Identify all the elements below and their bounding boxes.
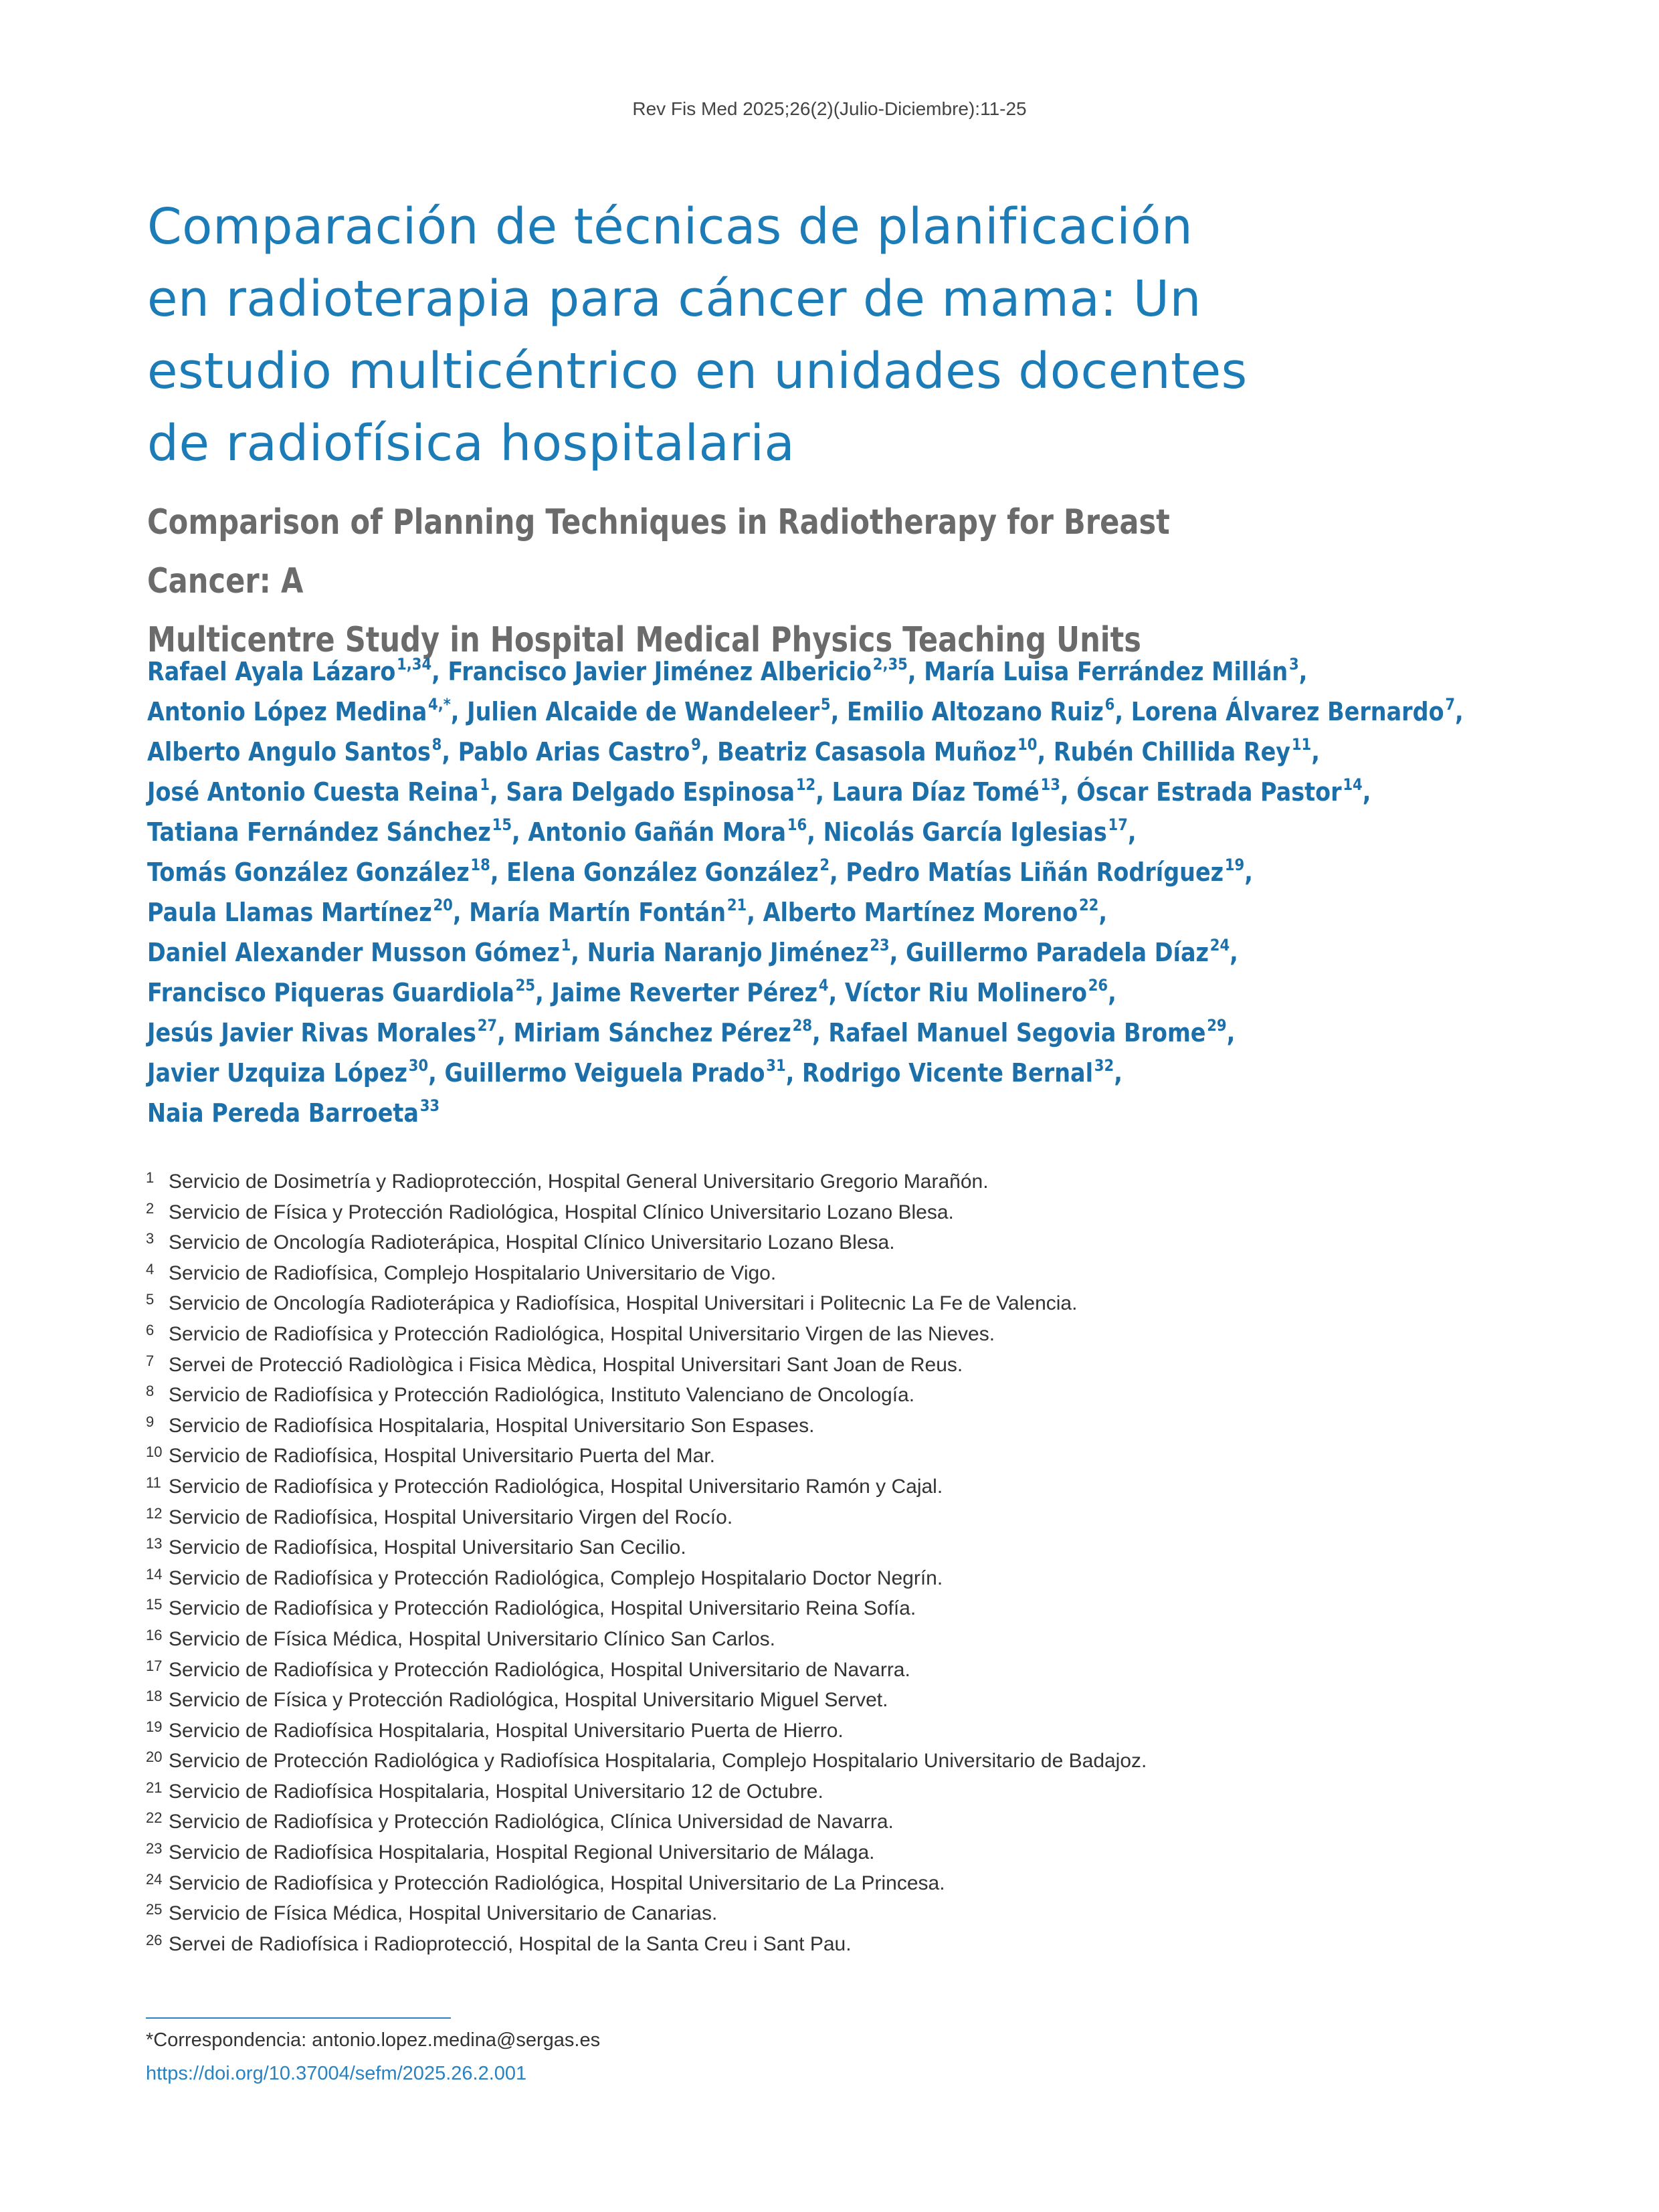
author-line <box>147 1013 1360 1053</box>
author-name: Laura Díaz Tomé <box>832 777 1040 807</box>
author-line <box>147 812 1360 852</box>
affiliation-number: 14 <box>146 1565 163 1583</box>
author-separator: , <box>1127 817 1137 847</box>
affiliation-text: Servicio de Radiofísica y Protección Radiológica, Hospital Universitario de Navarra. <box>169 1658 910 1681</box>
author-name: Antonio López Medina <box>147 697 427 726</box>
affiliation-list <box>146 1167 1524 1959</box>
author-affiliation-marker: 1 <box>480 775 490 794</box>
affiliation-item <box>146 1777 1524 1807</box>
affiliation-text: Servicio de Física Médica, Hospital Universitario de Canarias. <box>169 1902 718 1925</box>
affiliation-item <box>146 1197 1524 1228</box>
affiliation-item <box>146 1258 1524 1289</box>
author-name: Sara Delgado Espinosa <box>506 777 795 807</box>
author-affiliation-marker: 31 <box>766 1056 786 1075</box>
author-affiliation-marker: 24 <box>1209 936 1230 954</box>
affiliation-text: Servicio de Física y Protección Radiológica, Hospital Universitario Miguel Servet. <box>169 1689 888 1712</box>
author-separator: , <box>1098 898 1108 927</box>
author-line <box>147 892 1360 932</box>
author-separator: , <box>828 978 845 1007</box>
author-name: Elena González González <box>506 858 819 887</box>
author-separator: , <box>490 858 507 887</box>
affiliation-text: Servicio de Oncología Radioterápica, Hospital Clínico Universitario Lozano Blesa. <box>169 1231 895 1254</box>
affiliation-text: Servicio de Física Médica, Hospital Universitario Clínico San Carlos. <box>169 1627 776 1650</box>
author-affiliation-marker: 10 <box>1017 735 1038 754</box>
affiliation-item <box>146 1472 1524 1502</box>
author-affiliation-marker: 15 <box>492 815 512 834</box>
author-name: Miriam Sánchez Pérez <box>513 1018 791 1047</box>
journal-reference: Rev Fis Med 2025;26(2)(Julio-Diciembre):11-25 <box>632 98 1027 119</box>
affiliation-number: 3 <box>146 1230 155 1247</box>
affiliation-number: 11 <box>146 1474 161 1491</box>
affiliation-text: Servicio de Radiofísica, Hospital Universitario Puerta del Mar. <box>169 1445 716 1468</box>
affiliation-item <box>146 1898 1524 1929</box>
author-affiliation-marker: 1 <box>561 936 571 954</box>
author-name: Francisco Piqueras Guardiola <box>147 978 514 1007</box>
affiliation-item <box>146 1837 1524 1868</box>
affiliation-text: Servicio de Radiofísica y Protección Radiológica, Hospital Universitario Virgen de las Nieves. <box>169 1322 995 1345</box>
author-separator: , <box>1060 777 1077 807</box>
author-name: Julien Alcaide de Wandeleer <box>467 697 820 726</box>
author-name: Nuria Naranjo Jiménez <box>587 938 869 967</box>
author-line <box>147 772 1371 812</box>
author-affiliation-marker: 12 <box>795 775 816 794</box>
author-line <box>147 692 1464 732</box>
affiliation-item <box>146 1288 1524 1319</box>
author-name: Jesús Javier Rivas Morales <box>147 1018 476 1047</box>
author-affiliation-marker: 32 <box>1094 1056 1114 1075</box>
author-separator: , <box>1298 657 1308 686</box>
affiliation-text: Servicio de Dosimetría y Radioprotección, Hospital General Universitario Gregorio Marañón. <box>169 1171 989 1193</box>
author-separator: , <box>907 657 924 686</box>
author-affiliation-marker: 2 <box>819 856 830 874</box>
author-affiliation-marker: 11 <box>1291 735 1312 754</box>
affiliation-item <box>146 1593 1524 1624</box>
author-line <box>147 651 1360 692</box>
author-line <box>147 973 1360 1013</box>
author-separator: , <box>830 858 846 887</box>
author-affiliation-marker: 27 <box>477 1016 498 1035</box>
author-separator: , <box>535 978 552 1007</box>
author-name: Rodrigo Vicente Bernal <box>802 1058 1094 1088</box>
author-separator: , <box>1108 978 1116 1007</box>
author-affiliation-marker: 3 <box>1288 655 1299 674</box>
title-spanish <box>147 191 1539 480</box>
author-separator: , <box>1311 737 1320 767</box>
author-separator: , <box>431 657 448 686</box>
affiliation-item <box>146 1807 1524 1837</box>
affiliation-text: Servicio de Oncología Radioterápica y Radiofísica, Hospital Universitari i Politecnic La Fe de Valencia. <box>169 1292 1078 1315</box>
author-separator: , <box>497 1018 514 1047</box>
author-name: Nicolás García Iglesias <box>823 817 1107 847</box>
affiliation-item <box>146 1350 1524 1381</box>
affiliation-number: 18 <box>146 1688 163 1705</box>
author-separator: , <box>1455 697 1464 726</box>
author-affiliation-marker: 8 <box>431 735 442 754</box>
author-affiliation-marker: 30 <box>408 1056 429 1075</box>
affiliation-item <box>146 1868 1524 1899</box>
author-list <box>147 651 1464 1133</box>
affiliation-number: 9 <box>146 1413 155 1430</box>
author-affiliation-marker: 20 <box>433 896 453 914</box>
author-affiliation-marker: 4 <box>818 976 829 995</box>
author-name: Alberto Angulo Santos <box>147 737 431 767</box>
author-name: Javier Uzquiza López <box>147 1058 407 1088</box>
author-affiliation-marker: 6 <box>1104 695 1115 714</box>
author-separator: , <box>428 1058 445 1088</box>
author-separator: , <box>700 737 718 767</box>
author-line <box>147 932 1360 973</box>
author-name: Rafael Manuel Segovia Brome <box>828 1018 1206 1047</box>
affiliation-number: 13 <box>146 1535 163 1552</box>
affiliation-item <box>146 1563 1524 1594</box>
affiliation-item <box>146 1319 1524 1350</box>
author-separator: , <box>830 697 847 726</box>
affiliation-number: 12 <box>146 1504 163 1522</box>
affiliation-item <box>146 1502 1524 1533</box>
author-name: Lorena Álvarez Bernardo <box>1131 697 1444 726</box>
affiliation-text: Servicio de Radiofísica, Complejo Hospitalario Universitario de Vigo. <box>169 1262 777 1284</box>
affiliation-text: Servicio de Radiofísica Hospitalaria, Hospital Universitario Puerta de Hierro. <box>169 1719 844 1742</box>
author-name: Tatiana Fernández Sánchez <box>147 817 491 847</box>
author-affiliation-marker: 23 <box>870 936 890 954</box>
affiliation-text: Servicio de Física y Protección Radiológica, Hospital Clínico Universitario Lozano Blesa. <box>169 1201 954 1223</box>
affiliation-text: Servicio de Radiofísica y Protección Radiológica, Hospital Universitario Ramón y Cajal. <box>169 1475 943 1498</box>
affiliation-item <box>146 1441 1524 1472</box>
author-affiliation-marker: 22 <box>1078 896 1099 914</box>
affiliation-text: Servicio de Radiofísica y Protección Radiológica, Complejo Hospitalario Doctor Negrín. <box>169 1567 943 1589</box>
author-name: Alberto Martínez Moreno <box>763 898 1078 927</box>
affiliation-text: Servicio de Protección Radiológica y Radiofísica Hospitalaria, Complejo Hospitalario Universitario de Badajoz. <box>169 1750 1147 1773</box>
author-separator: , <box>1114 697 1131 726</box>
author-separator: , <box>812 1018 829 1047</box>
author-separator: , <box>1114 1058 1123 1088</box>
author-name: María Martín Fontán <box>469 898 726 927</box>
affiliation-number: 6 <box>146 1321 155 1338</box>
author-affiliation-marker: 14 <box>1343 775 1363 794</box>
author-name: María Luisa Ferrández Millán <box>924 657 1288 686</box>
doi-link[interactable]: https://doi.org/10.37004/sefm/2025.26.2.001 <box>146 2063 527 2084</box>
affiliation-number: 17 <box>146 1657 163 1674</box>
affiliation-item <box>146 1685 1524 1716</box>
affiliation-number: 2 <box>146 1199 155 1217</box>
affiliation-number: 21 <box>146 1779 163 1796</box>
author-line <box>147 1093 1360 1133</box>
author-name: Pablo Arias Castro <box>458 737 690 767</box>
affiliation-number: 8 <box>146 1383 155 1400</box>
author-name: Emilio Altozano Ruiz <box>846 697 1104 726</box>
author-name: Víctor Riu Molinero <box>844 978 1087 1007</box>
affiliation-text: Servicio de Radiofísica y Protección Radiológica, Instituto Valenciano de Oncología. <box>169 1384 915 1407</box>
author-separator: , <box>889 938 906 967</box>
affiliation-number: 19 <box>146 1718 163 1735</box>
author-affiliation-marker: 16 <box>787 815 807 834</box>
affiliation-item <box>146 1167 1524 1197</box>
title-es-line: estudio multicéntrico en unidades docentes <box>147 342 1248 400</box>
author-affiliation-marker: 28 <box>792 1016 813 1035</box>
author-separator: , <box>785 1058 802 1088</box>
affiliation-item <box>146 1655 1524 1686</box>
author-name: Jaime Reverter Pérez <box>551 978 818 1007</box>
author-affiliation-marker: 17 <box>1108 815 1128 834</box>
affiliation-number: 1 <box>146 1169 155 1186</box>
author-separator: , <box>450 697 468 726</box>
author-separator: , <box>815 777 832 807</box>
author-separator: , <box>571 938 587 967</box>
author-name: Paula Llamas Martínez <box>147 898 432 927</box>
author-name: Naia Pereda Barroeta <box>147 1098 419 1128</box>
affiliation-text: Servicio de Radiofísica y Protección Radiológica, Hospital Universitario Reina Sofía. <box>169 1597 916 1620</box>
author-name: Pedro Matías Liñán Rodríguez <box>846 858 1224 887</box>
author-line <box>147 732 1360 772</box>
affiliation-item <box>146 1411 1524 1441</box>
affiliation-number: 15 <box>146 1596 163 1613</box>
affiliation-number: 4 <box>146 1260 155 1278</box>
author-affiliation-marker: 25 <box>515 976 536 995</box>
affiliation-item <box>146 1716 1524 1746</box>
affiliation-text: Servicio de Radiofísica, Hospital Universitario Virgen del Rocío. <box>169 1506 733 1528</box>
author-name: Guillermo Veiguela Prado <box>444 1058 765 1088</box>
author-name: Rafael Ayala Lázaro <box>147 657 396 686</box>
author-separator: , <box>1362 777 1371 807</box>
affiliation-number: 10 <box>146 1443 163 1461</box>
author-affiliation-marker: 29 <box>1207 1016 1227 1035</box>
author-name: Beatriz Casasola Muñoz <box>717 737 1017 767</box>
author-affiliation-marker: 7 <box>1445 695 1456 714</box>
author-affiliation-marker: 13 <box>1040 775 1060 794</box>
author-line <box>147 852 1360 892</box>
affiliation-text: Servei de Protecció Radiològica i Fisica Mèdica, Hospital Universitari Sant Joan de Reus. <box>169 1353 963 1376</box>
author-separator: , <box>1226 1018 1236 1047</box>
affiliation-item <box>146 1624 1524 1655</box>
author-affiliation-marker: 2,35 <box>872 655 908 674</box>
author-separator: , <box>452 898 470 927</box>
title-es-line: de radiofísica hospitalaria <box>147 415 795 472</box>
footnote-divider <box>146 2017 451 2019</box>
author-name: Daniel Alexander Musson Gómez <box>147 938 560 967</box>
title-es-line: Comparación de técnicas de planificación <box>147 198 1193 256</box>
affiliation-text: Servei de Radiofísica i Radioprotecció, Hospital de la Santa Creu i Sant Pau. <box>169 1932 852 1955</box>
author-separator: , <box>747 898 763 927</box>
author-line <box>147 1053 1360 1093</box>
affiliation-number: 5 <box>146 1291 155 1308</box>
title-en-line: Multicentre Study in Hospital Medical Physics Teaching Units <box>147 620 1141 660</box>
affiliation-text: Servicio de Radiofísica Hospitalaria, Hospital Regional Universitario de Málaga. <box>169 1841 875 1864</box>
author-affiliation-marker: 5 <box>820 695 831 714</box>
author-affiliation-marker: 33 <box>419 1096 440 1115</box>
affiliation-item <box>146 1929 1524 1960</box>
affiliation-text: Servicio de Radiofísica Hospitalaria, Hospital Universitario Son Espases. <box>169 1414 815 1437</box>
title-es-line: en radioterapia para cáncer de mama: Un <box>147 270 1201 328</box>
affiliation-text: Servicio de Radiofísica y Protección Radiológica, Clínica Universidad de Navarra. <box>169 1811 894 1833</box>
author-affiliation-marker: 21 <box>726 896 747 914</box>
author-affiliation-marker: 4,* <box>428 695 451 714</box>
title-english <box>147 493 1302 670</box>
affiliation-number: 7 <box>146 1352 155 1369</box>
affiliation-number: 16 <box>146 1626 163 1643</box>
affiliation-item <box>146 1532 1524 1563</box>
author-affiliation-marker: 18 <box>470 856 490 874</box>
author-name: Guillermo Paradela Díaz <box>905 938 1209 967</box>
author-affiliation-marker: 9 <box>691 735 701 754</box>
author-name: Francisco Javier Jiménez Albericio <box>448 657 872 686</box>
author-separator: , <box>1037 737 1054 767</box>
title-en-line: Comparison of Planning Techniques in Radiotherapy for Breast Cancer: A <box>147 502 1170 601</box>
author-separator: , <box>512 817 528 847</box>
author-name: Antonio Gañán Mora <box>528 817 787 847</box>
author-name: Tomás González González <box>147 858 470 887</box>
affiliation-item <box>146 1746 1524 1777</box>
affiliation-number: 20 <box>146 1748 163 1766</box>
author-affiliation-marker: 19 <box>1224 856 1245 874</box>
affiliation-item <box>146 1227 1524 1258</box>
affiliation-number: 23 <box>146 1840 163 1857</box>
author-separator: , <box>442 737 458 767</box>
affiliation-text: Servicio de Radiofísica, Hospital Universitario San Cecilio. <box>169 1536 686 1559</box>
affiliation-number: 26 <box>146 1931 163 1948</box>
affiliation-number: 25 <box>146 1901 163 1918</box>
author-name: Óscar Estrada Pastor <box>1076 777 1342 807</box>
correspondence-note: *Correspondencia: antonio.lopez.medina@sergas.es <box>146 2029 601 2051</box>
affiliation-text: Servicio de Radiofísica Hospitalaria, Hospital Universitario 12 de Octubre. <box>169 1780 823 1803</box>
affiliation-text: Servicio de Radiofísica y Protección Radiológica, Hospital Universitario de La Princesa. <box>169 1872 945 1894</box>
author-separator: , <box>807 817 823 847</box>
affiliation-number: 24 <box>146 1870 163 1888</box>
author-name: José Antonio Cuesta Reina <box>147 777 479 807</box>
author-affiliation-marker: 26 <box>1088 976 1108 995</box>
author-separator: , <box>1230 938 1238 967</box>
author-name: Rubén Chillida Rey <box>1053 737 1291 767</box>
author-separator: , <box>490 777 506 807</box>
affiliation-number: 22 <box>146 1809 163 1827</box>
affiliation-item <box>146 1380 1524 1411</box>
author-separator: , <box>1244 858 1253 887</box>
author-affiliation-marker: 1,34 <box>397 655 432 674</box>
